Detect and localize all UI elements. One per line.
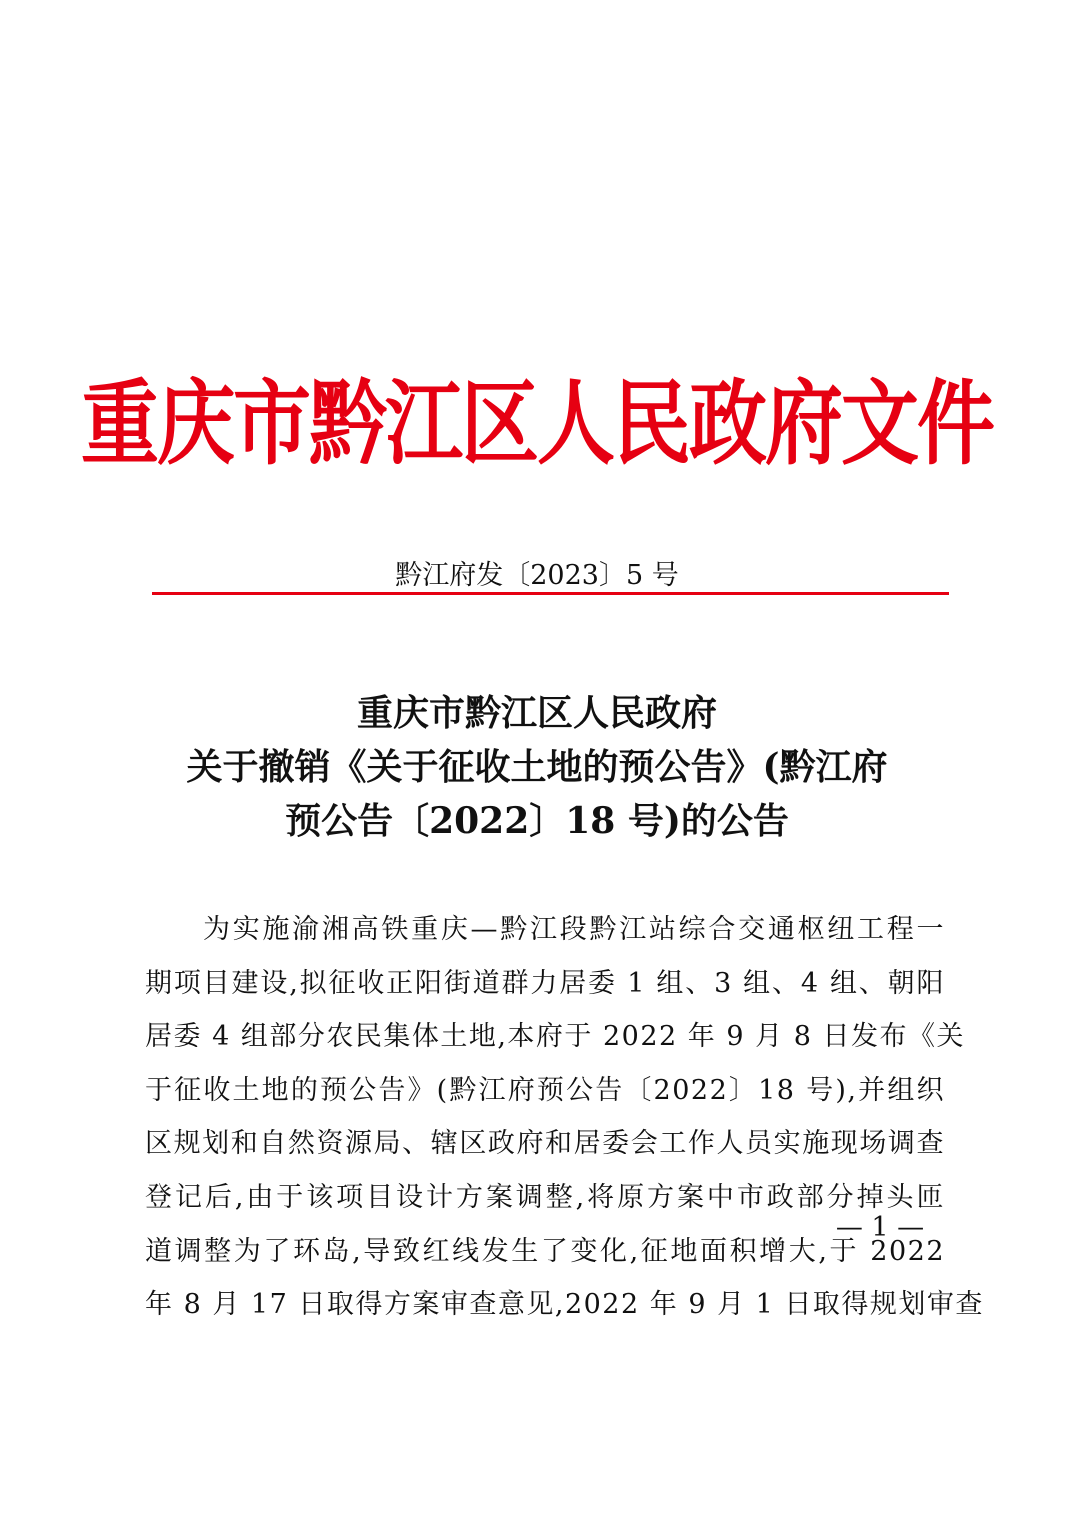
body-line: 区规划和自然资源局、辖区政府和居委会工作人员实施现场调查 [145,1128,945,1160]
body-line: 道调整为了环岛,导致红线发生了变化,征地面积增大,于 2022 [145,1235,945,1267]
masthead-title: 重庆市黔江区人民政府文件 [80,370,993,478]
announcement-title [0,686,1074,848]
page-number: — 1 — [835,1212,925,1243]
body-line: 登记后,由于该项目设计方案调整,将原方案中市政部分掉头匝 [145,1181,945,1213]
red-separator-line [152,592,949,595]
title-line: 关于撤销《关于征收土地的预公告》(黔江府 [186,746,888,788]
body-line: 居委 4 组部分农民集体土地,本府于 2022 年 9 月 8 日发布《关 [145,1021,965,1053]
title-line: 重庆市黔江区人民政府 [356,692,717,734]
title-line: 预公告〔2022〕18 号)的公告 [285,800,789,842]
body-line: 于征收土地的预公告》(黔江府预公告〔2022〕18 号),并组织 [145,1074,945,1106]
body-line: 为实施渝湘高铁重庆—黔江段黔江站综合交通枢纽工程一 [203,914,945,945]
body-line: 年 8 月 17 日取得方案审查意见,2022 年 9 月 1 日取得规划审查 [145,1289,984,1321]
body-text [145,903,984,1332]
document-number: 黔江府发〔2023〕5 号 [395,560,679,591]
body-line: 期项目建设,拟征收正阳街道群力居委 1 组、3 组、4 组、朝阳 [145,967,945,999]
